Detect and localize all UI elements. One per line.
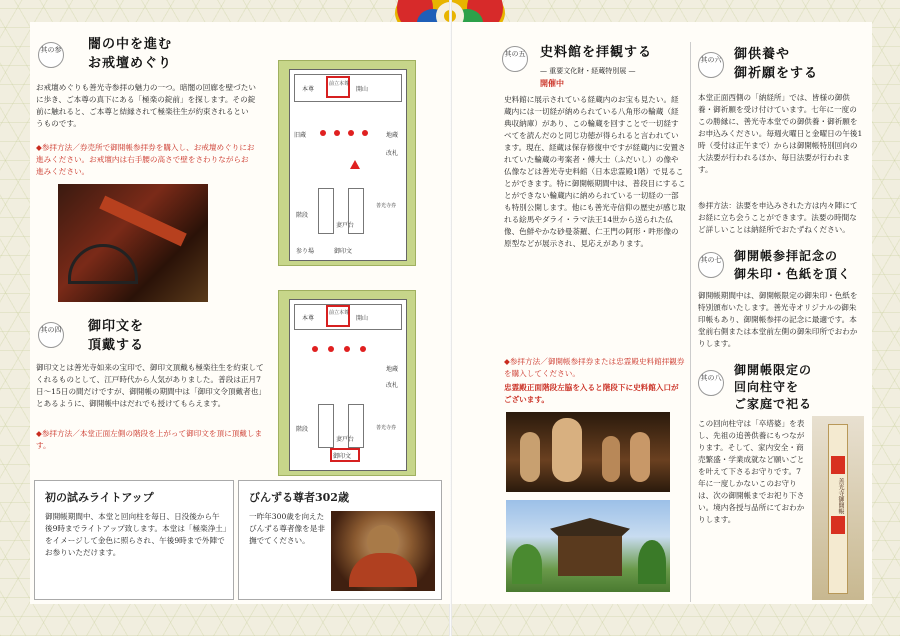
map2-stair-left [318,404,334,448]
section-8-title-line3: ご家庭で祀る [734,397,813,411]
left-page [30,22,450,604]
map1-route-dot [334,130,340,136]
section-6-title-line2: 御祈願をする [734,66,819,81]
section-3-body: お戒壇めぐりも善光寺参拝の魅力の一つ。暗闇の回廊を壁づたいに歩き、ご本尊の真下にある「極楽の錠前」を探します。その錠前に触れると、ご本尊と結縁されて極楽往生が約束されるというものです。 [36,83,256,128]
map2-route-dot [312,346,318,352]
map1-kaisatsu-label: 改札 [386,150,399,157]
map2-route-dot [344,346,350,352]
binzuru-box [238,480,442,600]
map1-zenkojiken-label: 善光寺券 [376,203,397,209]
map2-tsumado-label: 妻戸台 [336,436,355,443]
map1-goinmon-label: 御印文 [334,248,353,255]
map1-stair-left [318,188,334,234]
section-5-status: 開催中 [540,78,564,88]
section-8-title-line2: 回向柱守を [734,380,800,394]
section-3-note-text: 券売所で御開帳参拝券を購入し、お戒壇めぐりにお進みください。お戒壇内は右手腰の高さで壁をさわりながらお進みください。 [36,143,255,176]
section-3-title-line1: 闇の中を進む [88,37,173,52]
map2-kaidan-label: 階段 [296,426,309,433]
section-5-note: ◆参拝方法／御開帳参拝券または忠霊殿史料館拝観券を購入してください。 [504,357,685,378]
binzuru-title: びんずる尊者302歳 [249,491,349,504]
section-7-title-line1: 御開帳参拝記念の [734,249,839,263]
museum-statues-photo [506,412,670,492]
section-3-note: ◆参拝方法／券売所で御開帳参拝券を購入し、お戒壇めぐりにお進みください。お戒壇内は右手腰の高さで壁をさわりながらお進みください。 [36,143,255,176]
section-5-note-text: 御開帳参拝券または忠霊殿史料館拝観券を購入してください。 [504,357,685,378]
section-6-badge: 其の六 [698,52,724,78]
map1-direction-arrow-icon [350,160,360,169]
map2-goinmon-label: 御印文 [333,453,352,460]
binzuru-body: 一昨年300歳を向えたびんずる尊者像を是非撫でてください。 [249,512,325,545]
map1-maedachi-label: 前立本尊 [329,81,350,87]
temple-map-2-floor [289,299,407,471]
map1-kaisan-label: 開山 [356,86,369,93]
map1-route-dot [320,130,326,136]
temple-map-2 [278,290,416,476]
map2-route-dot [360,346,366,352]
column-divider [690,42,691,602]
museum-building-photo [506,500,670,592]
section-5-body: 史料館に展示されている経蔵内のお宝も見たい。経蔵内には一切経が納められている八角形の輪蔵（経典収納庫）があり、この輪蔵を回すことで一切経すべてを読んだのと同じ功徳が得られると言われています。現在、経蔵は保存修復中ですが経蔵内に安置されていた輪蔵の考案者・傅大士（ふだいし）の像や仏像などは善光寺史料館（日本忠霊殿1階）で見ることができます。特に御開帳期間中は、普段目にすることができない輪蔵内に納められている一切経の一部も特別公開します。他にも善光寺信仰の歴史が感じ取れる絵馬やダライ・ラマ法王14世から送られた仏像、色鮮やかな砂曼荼羅、仁王門の阿形・吽形像の原型などが展示され、見応えがあります。 [504,95,686,248]
section-3-note-label: 参拝方法 [41,143,73,152]
section-3-badge: 其の参 [38,42,64,68]
map1-jizou-label: 地蔵 [386,132,399,139]
lightup-title: 初の試みライトアップ [45,491,154,504]
map1-honzon-label: 本尊 [302,86,315,93]
map2-kaisan-label: 開山 [356,315,369,322]
section-4-title-line1: 御印文を [88,319,145,334]
map2-zenkojiken-label: 善光寺券 [376,425,397,431]
right-page [452,22,872,604]
section-7-title-line2: 御朱印・色紙を頂く [734,267,852,281]
section-3-title-line2: お戒壇めぐり [88,56,173,71]
section-4-note: ◆参拝方法／本堂正面左側の階段を上がって御印文を頂に頂戴します。 [36,429,263,450]
map1-hangaku-label: 旧蔵 [294,132,307,139]
section-8-body: この回向柱守は「卒塔婆」を表し、先祖の追善供養にもつながります。そして、家内安全・商売繁盛・学業成就など願いごとを叶えて下さるお守りです。7年に一度しかないこのお守りは、次の御開帳までお祀り下さい。境内各授与品所にておわかりします。 [698,419,805,524]
map2-honzon-label: 本尊 [302,315,315,322]
section-5-subtitle: — 重要文化財・経蔵特別展 — [540,67,636,75]
map1-route-dot [348,130,354,136]
ekochu-charm-photo [812,416,864,600]
map2-kaisatsu-label: 改札 [386,382,399,389]
section-5-note-label: 参拝方法 [509,357,541,366]
section-8-title-line1: 御開帳限定の [734,363,813,377]
temple-map-1 [278,60,416,266]
binzuru-statue-photo [331,511,435,591]
section-6-title-line1: 御供養や [734,47,791,62]
section-5-note2: 忠霊殿正面階段左脇を入ると階段下に史料館入口がございます。 [504,383,679,404]
map2-maedachi-label: 前立本尊 [329,310,350,316]
section-7-badge: 其の七 [698,252,724,278]
section-8-badge: 其の八 [698,370,724,396]
map2-route-dot [328,346,334,352]
section-7-body: 御開帳期間中は、御開帳限定の御朱印・色紙を特別頒布いたします。善光寺オリジナルの御朱印帳もあり、御開帳参拝の記念に最適です。本堂前右側または本堂前左側の御朱印所でおわかりします。 [698,291,858,348]
map2-jizou-label: 地蔵 [386,366,399,373]
section-5-badge: 其の五 [502,46,528,72]
section-6-note: 参拝方法：法要を申込みされた方は内々陣にてお経に立ち会うことができます。法要の時間など詳しいことは納経所でおたずねください。 [698,201,858,234]
map1-mairiba-label: 参り場 [296,248,315,255]
lightup-body: 御開帳期間中、本堂と回向柱を毎日、日没後から午後9時までライトアップ致します。本堂は「極楽浄土」をイメージして金色に照らされ、午後9時まで外陣でお参りいただけます。 [45,512,227,557]
map1-kaidan-label: 階段 [296,212,309,219]
section-5-title: 史料館を拝観する [540,45,653,60]
section-6-body: 本堂正面西側の「納経所」では、皆様の御供養・御祈願を受け付けています。七年に一度のこの勝縁に、善光寺本堂での御供養・御祈願をお申込みください。毎週火曜日と金曜日の午後1時（受付は正午まで）からは御開帳特別回向の大法要が行われるほか、毎日法要が行われます。 [698,93,863,174]
section-4-note-text: 本堂正面左側の階段を上がって御印文を頂に頂戴します。 [36,429,263,450]
section-4-badge: 其の四 [38,322,64,348]
section-4-title-line2: 頂戴する [88,338,145,353]
map1-route-dot [362,130,368,136]
lightup-box [34,480,234,600]
temple-map-1-floor [289,69,407,261]
kaidan-corridor-photo [58,184,208,302]
charm-text: 善光寺御開帳 [837,478,844,514]
section-4-body: 御印文とは善光寺如来の宝印で、御印文頂戴も極楽往生を約束してくれるものとして、江戸時代から人気がありました。普段は正月7日〜15日の間だけですが、御開帳の期間中は「御印文令頂戴者也」とあるように、御開帳中はだれでも授けてもらえます。 [36,363,266,408]
map1-tsumado-label: 妻戸台 [336,222,355,229]
section-4-note-label: 参拝方法 [41,429,73,438]
